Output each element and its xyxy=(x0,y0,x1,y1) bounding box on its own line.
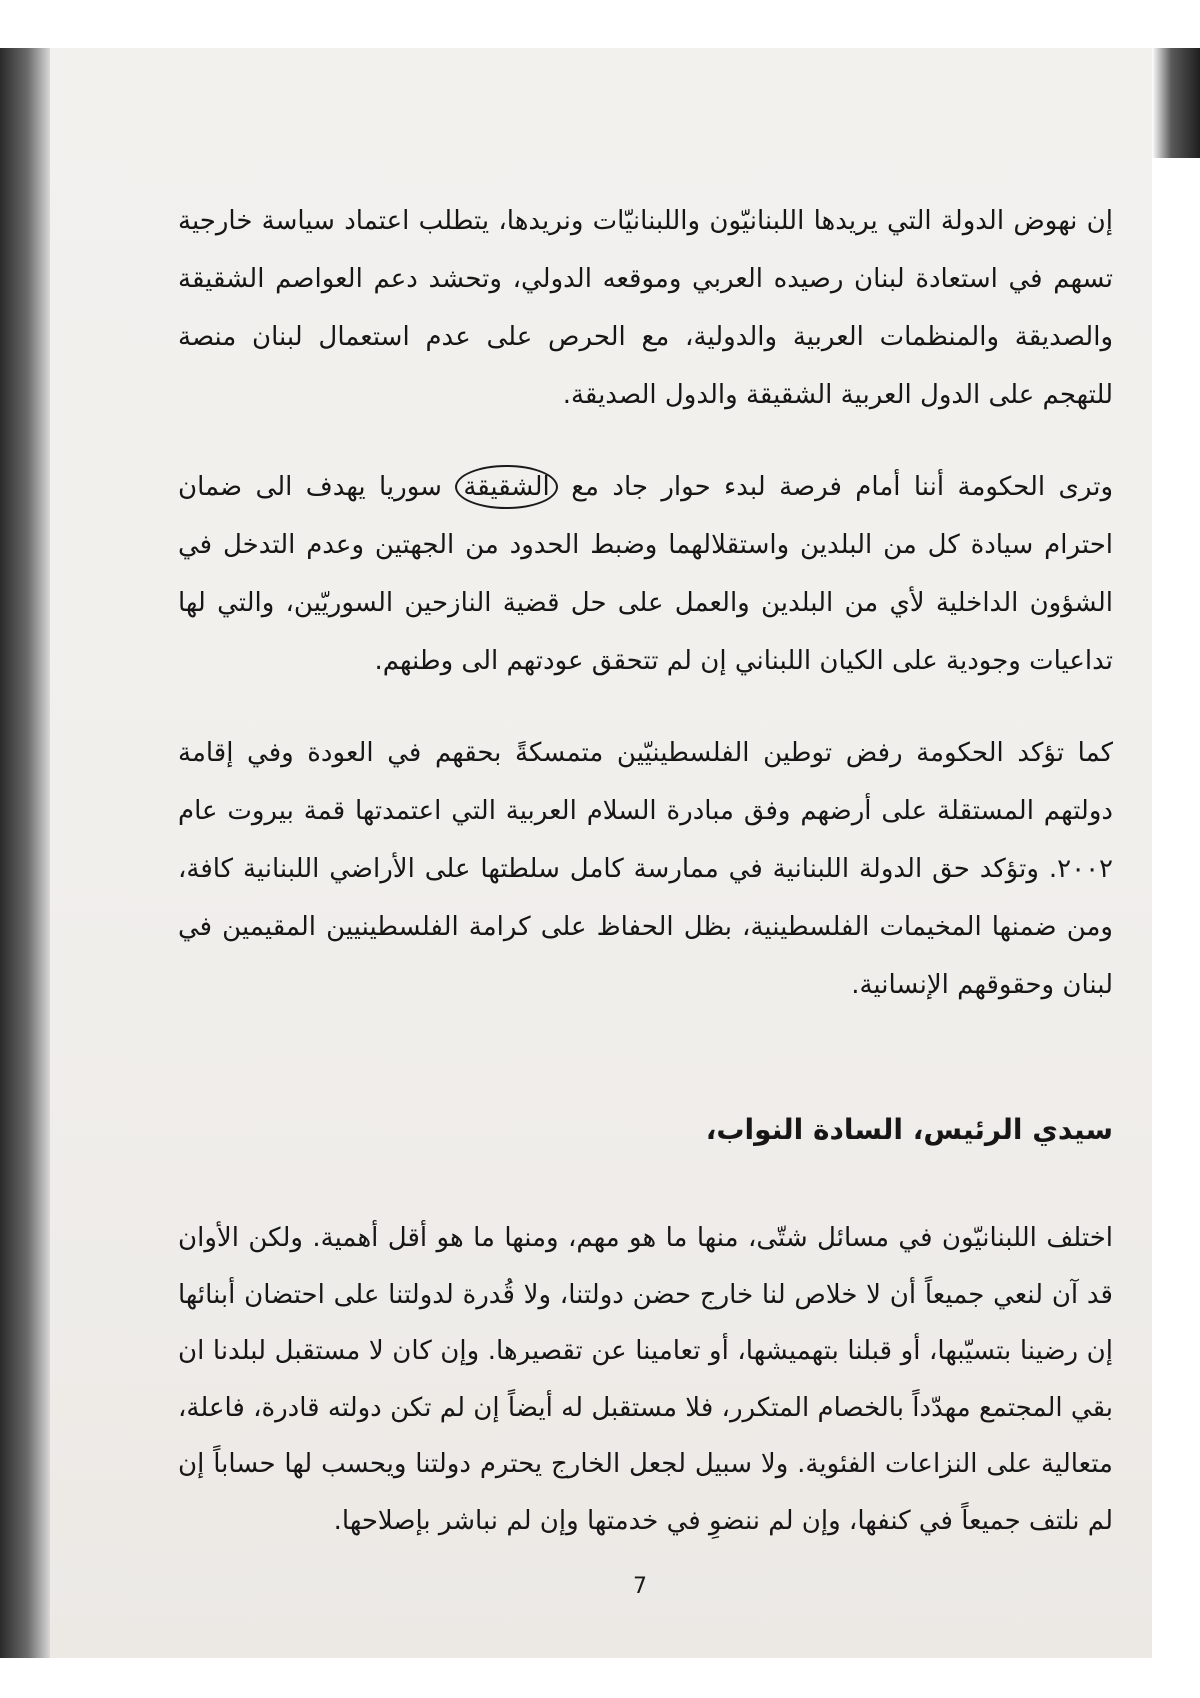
section-heading: سيدي الرئيس، السادة النواب، xyxy=(705,1113,1113,1146)
page-content xyxy=(178,192,1113,1549)
paragraph-syria-text-end: سوريا يهدف الى ضمان احترام سيادة كل من البلدين واستقلالهما وضبط الحدود من الجهتين وعدم التدخل في الشؤون الداخلية لأي من البلدين والعمل على حل قضية النازحين السوريّين، والتي لها تداعيات وجودية على الكيان اللبناني إن لم تتحقق عودتهم الى وطنهم. xyxy=(178,472,1113,676)
page-number: 7 xyxy=(633,1574,647,1599)
paragraph-foreign-policy: إن نهوض الدولة التي يريدها اللبنانيّون واللبنانيّات ونريدها، يتطلب اعتماد سياسة خارجية تسهم في استعادة لبنان رصيده العربي وموقعه الدولي، وتحشد دعم العواصم الشقيقة والصديقة والمنظمات العربية والدولية، مع الحرص على عدم استعمال لبنان منصة للتهجم على الدول العربية الشقيقة والدول الصديقة. xyxy=(178,206,1113,410)
scan-shadow-left xyxy=(0,48,50,1658)
paragraph-unity: اختلف اللبنانيّون في مسائل شتّى، منها ما هو مهم، ومنها ما هو أقل أهمية. ولكن الأوان قد آن لنعي جميعاً أن لا خلاص لنا خارج حضن دولتنا، ولا قُدرة لدولتنا على احتضان أبنائها إن رضينا بتسيّبها، أو قبلنا بتهميشها، أو تعامينا عن تقصيرها. وإن كان لا مستقبل لبلدنا ان بقي المجتمع مهدّداً بالخصام المتكرر، فلا مستقبل له أيضاً إن لم تكن دولته قادرة، فاعلة، متعالية على النزاعات الفئوية. ولا سبيل لجعل الخارج يحترم دولتنا ويحسب لها حساباً إن لم نلتف جميعاً في كنفها، وإن لم ننضوِ في خدمتها وإن لم نباشر بإصلاحها. xyxy=(178,1223,1113,1536)
paragraph-syria-text-start: وترى الحكومة أننا أمام فرصة لبدء حوار جاد مع xyxy=(557,472,1114,502)
paragraph-palestinians: كما تؤكد الحكومة رفض توطين الفلسطينيّين متمسكةً بحقهم في العودة وفي إقامة دولتهم المستقلة على أرضهم وفق مبادرة السلام العربية التي اعتمدتها قمة بيروت عام ٢٠٠٢. وتؤكد حق الدولة اللبنانية في ممارسة كامل سلطتها على الأراضي اللبنانية كافة، ومن ضمنها المخيمات الفلسطينية، بظل الحفاظ على كرامة الفلسطينيين المقيمين في لبنان وحقوقهم الإنسانية. xyxy=(178,738,1113,1000)
scan-shadow-right xyxy=(1152,48,1200,158)
paragraph-syria-dialogue xyxy=(178,458,1113,690)
circled-word-annotation: الشقيقة xyxy=(455,465,557,509)
